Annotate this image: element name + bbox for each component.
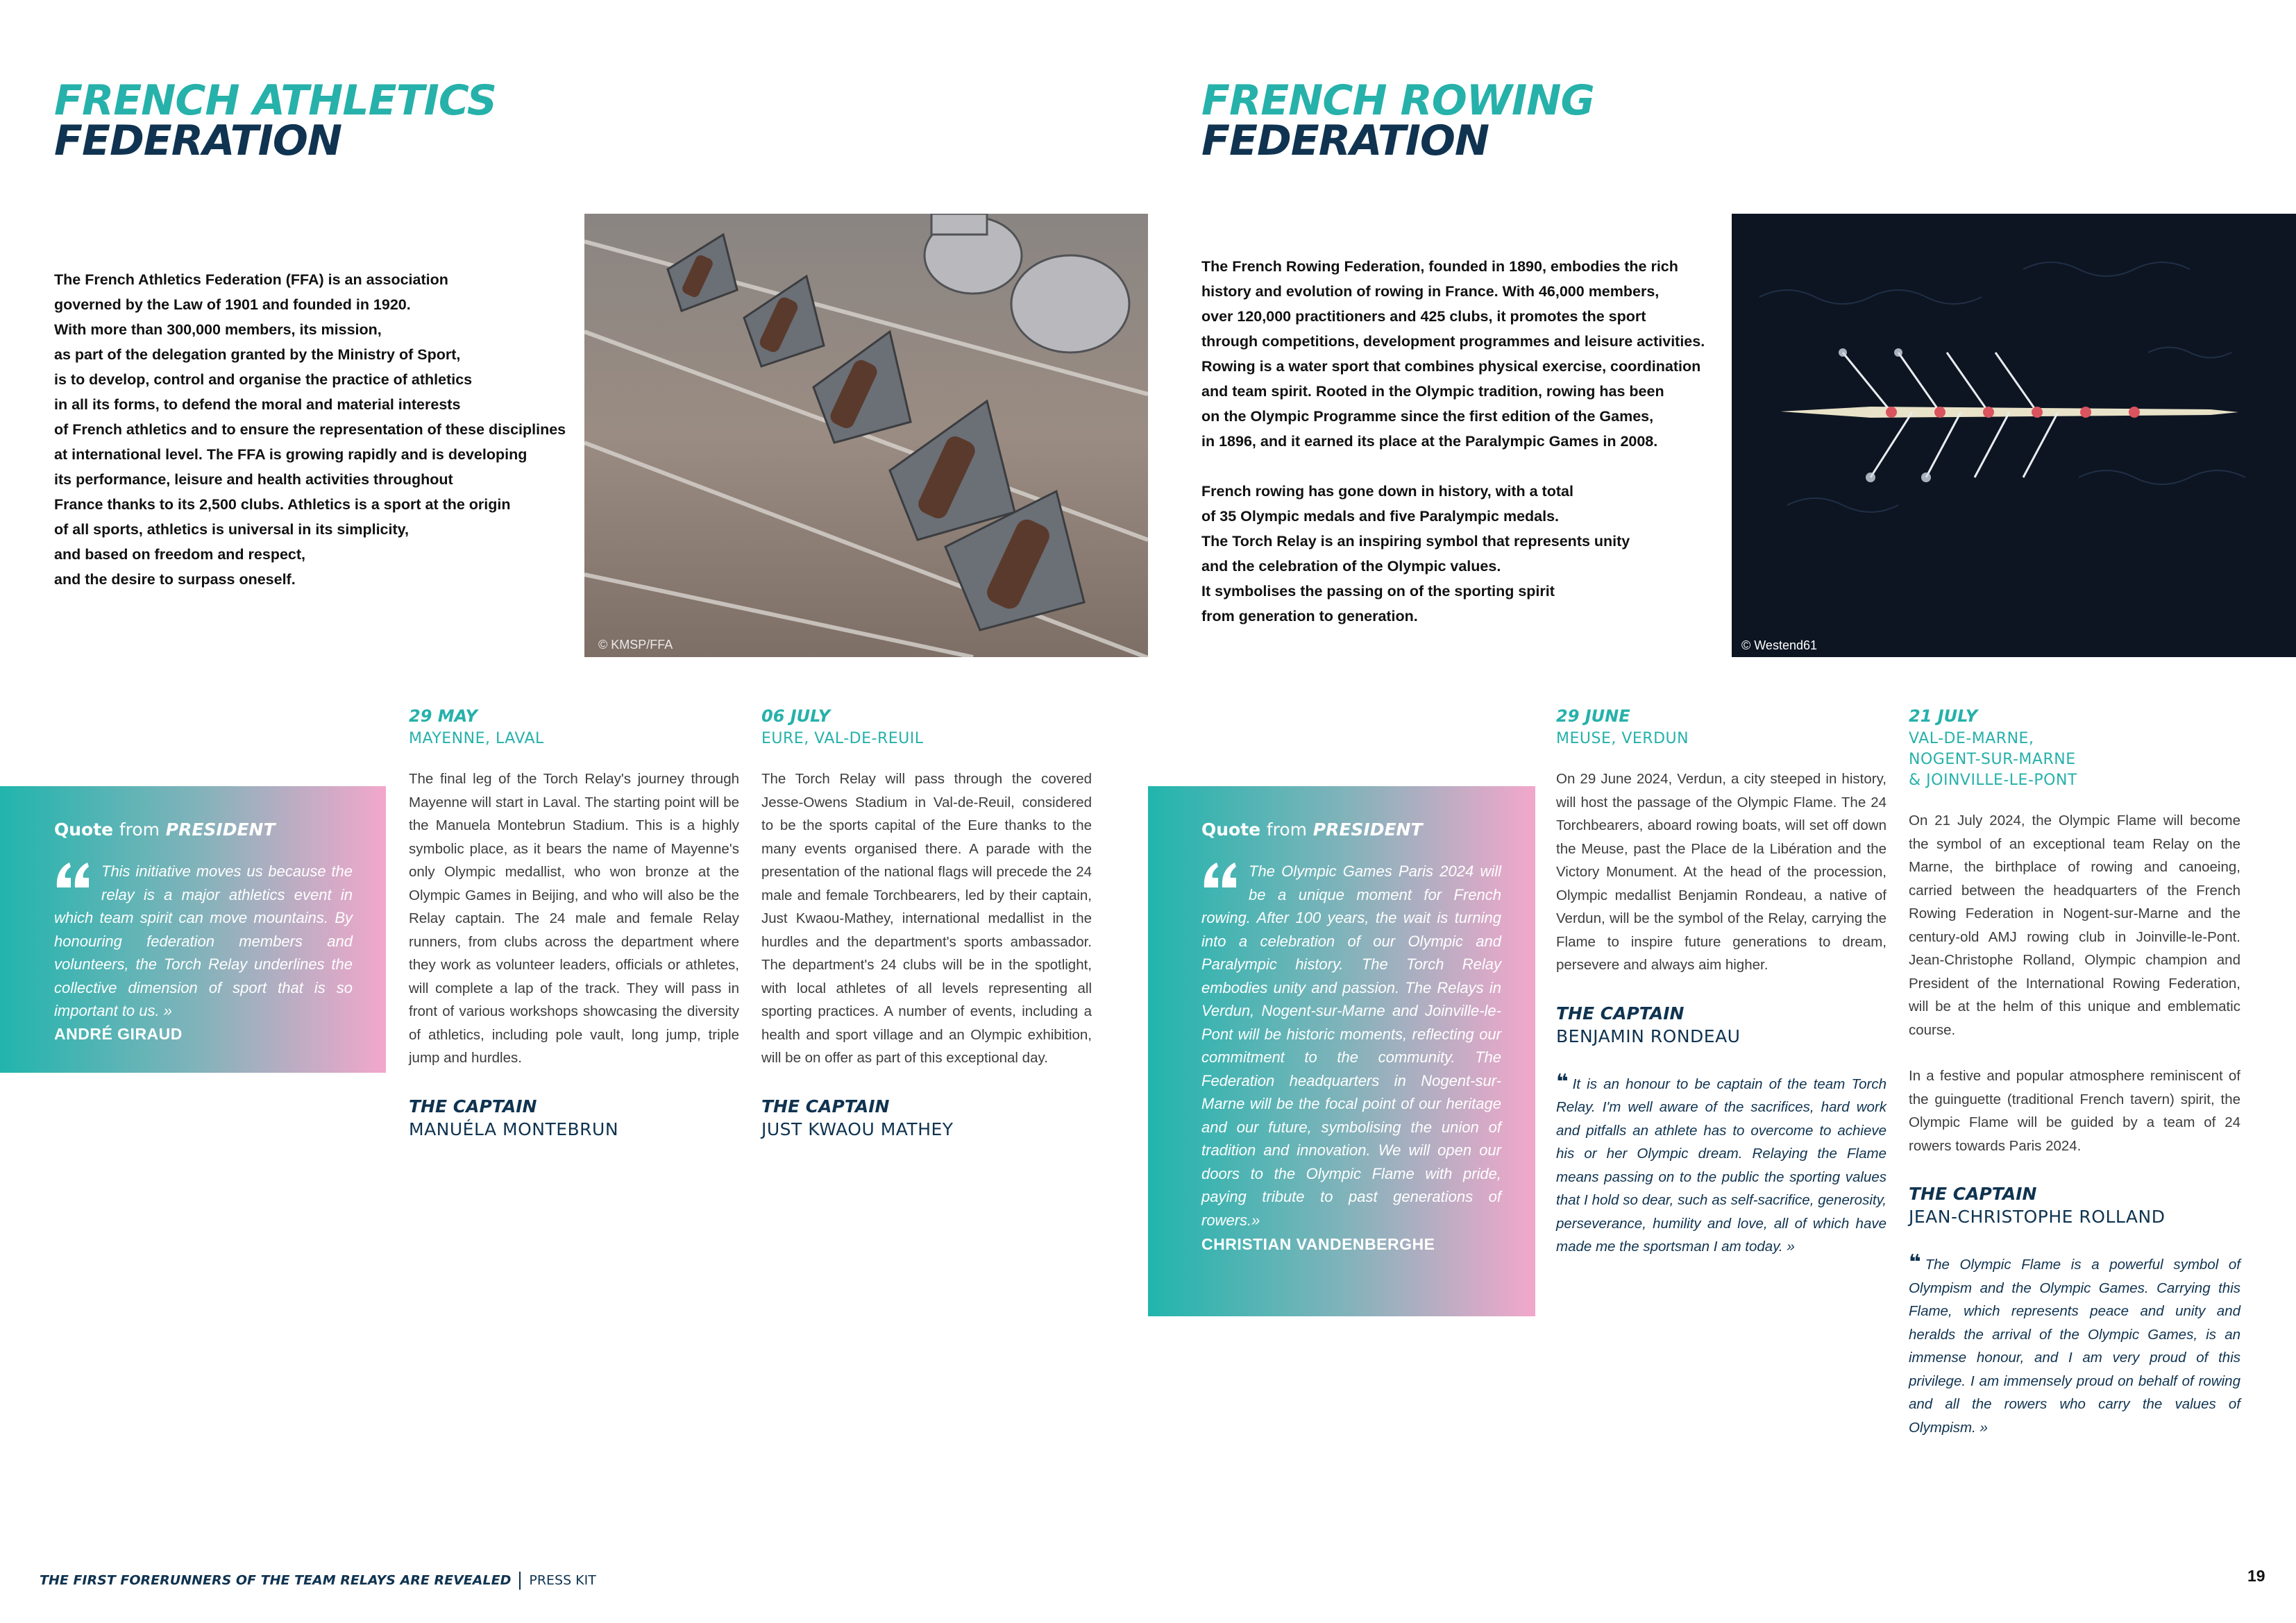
- rowing-quote-text-block: [1201, 860, 1501, 1232]
- event-date: 21 JULY: [1909, 706, 1978, 726]
- event-body: On 29 June 2024, Verdun, a city steeped in history, will host the passage of the Olympic Flame. The 24 Torchbearers, aboard rowing boats, will set off down the Meuse, past the Place de la Libération and the Victory Monument. At the head of the procession, Olympic medallist Benjamin Rondeau, a native of Verdun, will be the symbol of the Relay, carrying the Flame to inspire future generations to dream, persevere and always aim higher.: [1556, 771, 1886, 973]
- captain-name: BENJAMIN RONDEAU: [1556, 1026, 1741, 1046]
- footer-divider: [519, 1572, 521, 1590]
- rowing-intro-paragraph-2: French rowing has gone down in history, with a total of 35 Olympic medals and five Paralympic medals. The Torch Relay is an inspiring symbol that represents unity and the celebration of the Olympic values. It symbolises the passing on of the sporting spirit from generation to generation.: [1201, 483, 1630, 624]
- athletics-event-2: [761, 706, 1092, 1139]
- athletics-intro-text: The French Athletics Federation (FFA) is an association governed by the Law of 1901 and founded in 1920. With more than 300,000 members, its mission, as part of the delegation granted by the Ministry of Sport, is to develop, control and organise the practice of athletics in all its forms, to defend the moral and material interests of French athletics and to ensure the representation of these disciplines at international level. The FFA is growing rapidly and is developing its performance, leisure and health activities throughout France thanks to its 2,500 clubs. Athletics is a sport at the origin of all sports, athletics is universal in its simplicity, and based on freedom and respect, and the desire to surpass oneself.: [54, 271, 566, 588]
- athletics-quote-heading-president: PRESIDENT: [165, 819, 276, 840]
- captain-quote-text: The Olympic Flame is a powerful symbol of Olympism and the Olympic Games. Carrying this Flame, which represents peace and unity and heralds the arrival of the Olympic Games, is an immense honour, and I am very proud of this privilege. I am immensely proud on behalf of rowing and all the rowers who carry the values of Olympism. »: [1909, 1257, 2240, 1436]
- quote-mark-icon: ❝: [1909, 1250, 1921, 1275]
- rowing-intro-paragraph-1: The French Rowing Federation, founded in 1890, embodies the rich history and evolution of rowing in France. With 46,000 members, over 120,000 practitioners and 425 clubs, it promotes the sport through competitions, development programmes and leisure activities. Rowing is a water sport that combines physical exercise, coordination and team spirit. Rooted in the Olympic tradition, rowing has been on the Olympic Programme since the first edition of the Games, in 1896, and it earned its place at the Paralympic Games in 2008.: [1201, 258, 1705, 450]
- athletics-quote-heading: [54, 819, 276, 840]
- rowing-intro: [1201, 254, 1729, 629]
- quote-mark-icon: [1201, 860, 1239, 890]
- rowing-quote-heading: [1201, 819, 1423, 840]
- rowing-title-line1: FRENCH ROWING: [1201, 76, 1594, 125]
- rowing-quote-box: [1148, 786, 1535, 1316]
- athletics-quote-heading-quote: Quote: [54, 819, 114, 840]
- rowing-quote-heading-quote: Quote: [1201, 819, 1261, 840]
- page-number: 19: [2247, 1567, 2265, 1585]
- event-date: 06 JULY: [761, 706, 831, 726]
- athletics-quote-text-block: [54, 860, 353, 1023]
- event-place: MAYENNE, LAVAL: [409, 730, 544, 747]
- athletics-title-line2: FEDERATION: [54, 117, 342, 165]
- quote-mark-icon: [54, 860, 92, 890]
- event-place: EURE, VAL-DE-REUIL: [761, 730, 924, 747]
- rowing-title: [1201, 76, 1594, 165]
- captain-name: JEAN-CHRISTOPHE ROLLAND: [1909, 1207, 2166, 1227]
- athletics-quote-text: This initiative moves us because the relay is a major athletics event in which team spirit can move mountains. By honouring federation members and volunteers, the Torch Relay underlines the collective dimension of sport that is so important to us. »: [54, 863, 353, 1019]
- rowing-quote-author: CHRISTIAN VANDENBERGHE: [1201, 1235, 1435, 1253]
- event-body-paragraph-2: In a festive and popular atmosphere reminiscent of the guinguette (traditional French tavern) spirit, the Olympic Flame will be guided by a team of 24 rowers towards Paris 2024.: [1909, 1068, 2240, 1154]
- captain-label: THE CAPTAIN: [761, 1096, 890, 1116]
- athletics-quote-author: ANDRÉ GIRAUD: [54, 1025, 183, 1043]
- captain-label: THE CAPTAIN: [409, 1096, 537, 1116]
- captain-quote-text: It is an honour to be captain of the team Torch Relay. I'm well aware of the sacrifices, hard work and pitfalls an athlete has to overcome to achieve his or her Olympic dream. Relaying the Flame means passing on to the public the sporting values that I hold so dear, such as self-sacrifice, generosity, perseverance, humility and love, all of which have made me the sportsman I am today. »: [1556, 1076, 1886, 1255]
- event-body: The Torch Relay will pass through the covered Jesse-Owens Stadium in Val-de-Reuil, considered to be the sports capital of the Eure thanks to the many events organised there. A parade with the presentation of the national flags will precede the 24 male and female Torchbearers, led by their captain, Just Kwaou-Mathey, international medallist in the hurdles and the department's sports ambassador. The department's 24 clubs will be in the spotlight, with local athletes of all levels representing all sporting practices. A number of events, including a health and sport village and an Olympic exhibition, will be on offer as part of this exceptional day.: [761, 771, 1092, 1066]
- rowing-event-1: [1556, 706, 1886, 1259]
- starting-blocks-image: [584, 214, 1148, 657]
- event-place: MEUSE, VERDUN: [1556, 730, 1689, 747]
- athletics-title: [54, 76, 496, 165]
- footer: [40, 1572, 596, 1590]
- rowing-boat-image: [1732, 214, 2296, 657]
- athletics-photo: [584, 214, 1148, 657]
- rowing-quote-heading-from: from: [1266, 819, 1308, 840]
- rowing-quote-text: The Olympic Games Paris 2024 will be a unique moment for French rowing. After 100 years, the wait is turning into a celebration of our Olympic and Paralympic history. The Torch Relay embodies unity and passion. The Relays in Verdun, Nogent-sur-Marne and Joinville-le-Pont will be historic moments, reflecting our commitment to the community. The Federation headquarters in Nogent-sur-Marne will be the focal point of our heritage and our future, symbolising the union of tradition and innovation. We will open our doors to the Olympic Flame with pride, paying tribute to past generations of rowers.»: [1201, 863, 1501, 1229]
- rowing-photo: [1732, 214, 2296, 657]
- athletics-event-1: [409, 706, 739, 1139]
- rowing-event-2: [1909, 706, 2240, 1439]
- event-body-paragraph-1: On 21 July 2024, the Olympic Flame will become the symbol of an exceptional team Relay on the Marne, the birthplace of rowing and canoeing, carried between the headquarters of the French Rowing Federation in Nogent-sur-Marne and the century-old AMJ rowing club in Joinville-le-Pont. Jean-Christophe Rolland, Olympic champion and President of the International Rowing Federation, will be at the helm of this unique and emblematic course.: [1909, 813, 2240, 1038]
- athletics-title-line1: FRENCH ATHLETICS: [54, 76, 496, 125]
- captain-label: THE CAPTAIN: [1909, 1184, 2037, 1204]
- event-date: 29 JUNE: [1556, 706, 1630, 726]
- footer-section: PRESS KIT: [529, 1572, 596, 1588]
- event-body: The final leg of the Torch Relay's journey through Mayenne will start in Laval. The starting point will be the Manuela Montebrun Stadium. This is a highly symbolic place, as it bears the name of Mayenne's only Olympic medallist, who won bronze at the Olympic Games in Beijing, and who will also be the Relay captain. The 24 male and female Relay runners, from clubs across the department where they work as volunteer leaders, officials or athletes, will complete a lap of the track. They will pass in front of various workshops showcasing the diversity of athletics, including pole vault, long jump, triple jump and hurdles.: [409, 771, 739, 1066]
- captain-quote: [1556, 1069, 1886, 1259]
- athletics-quote-box: [0, 786, 386, 1073]
- rowing-photo-credit: © Westend61: [1741, 638, 1817, 652]
- athletics-quote-heading-from: from: [119, 819, 160, 840]
- rowing-quote-heading-president: PRESIDENT: [1312, 819, 1423, 840]
- event-date: 29 MAY: [409, 706, 478, 726]
- quote-mark-icon: ❝: [1556, 1069, 1569, 1094]
- captain-label: THE CAPTAIN: [1556, 1003, 1685, 1023]
- athletics-intro: [54, 267, 582, 592]
- athletics-photo-credit: © KMSP/FFA: [598, 638, 673, 652]
- event-place: VAL-DE-MARNE, NOGENT-SUR-MARNE & JOINVILLE-LE-PONT: [1909, 730, 2077, 789]
- captain-name: JUST KWAOU MATHEY: [761, 1119, 954, 1139]
- captain-quote: [1909, 1250, 2240, 1439]
- captain-name: MANUÉLA MONTEBRUN: [409, 1119, 619, 1139]
- footer-title: THE FIRST FORERUNNERS OF THE TEAM RELAYS ARE REVEALED: [40, 1572, 512, 1588]
- rowing-title-line2: FEDERATION: [1201, 117, 1489, 165]
